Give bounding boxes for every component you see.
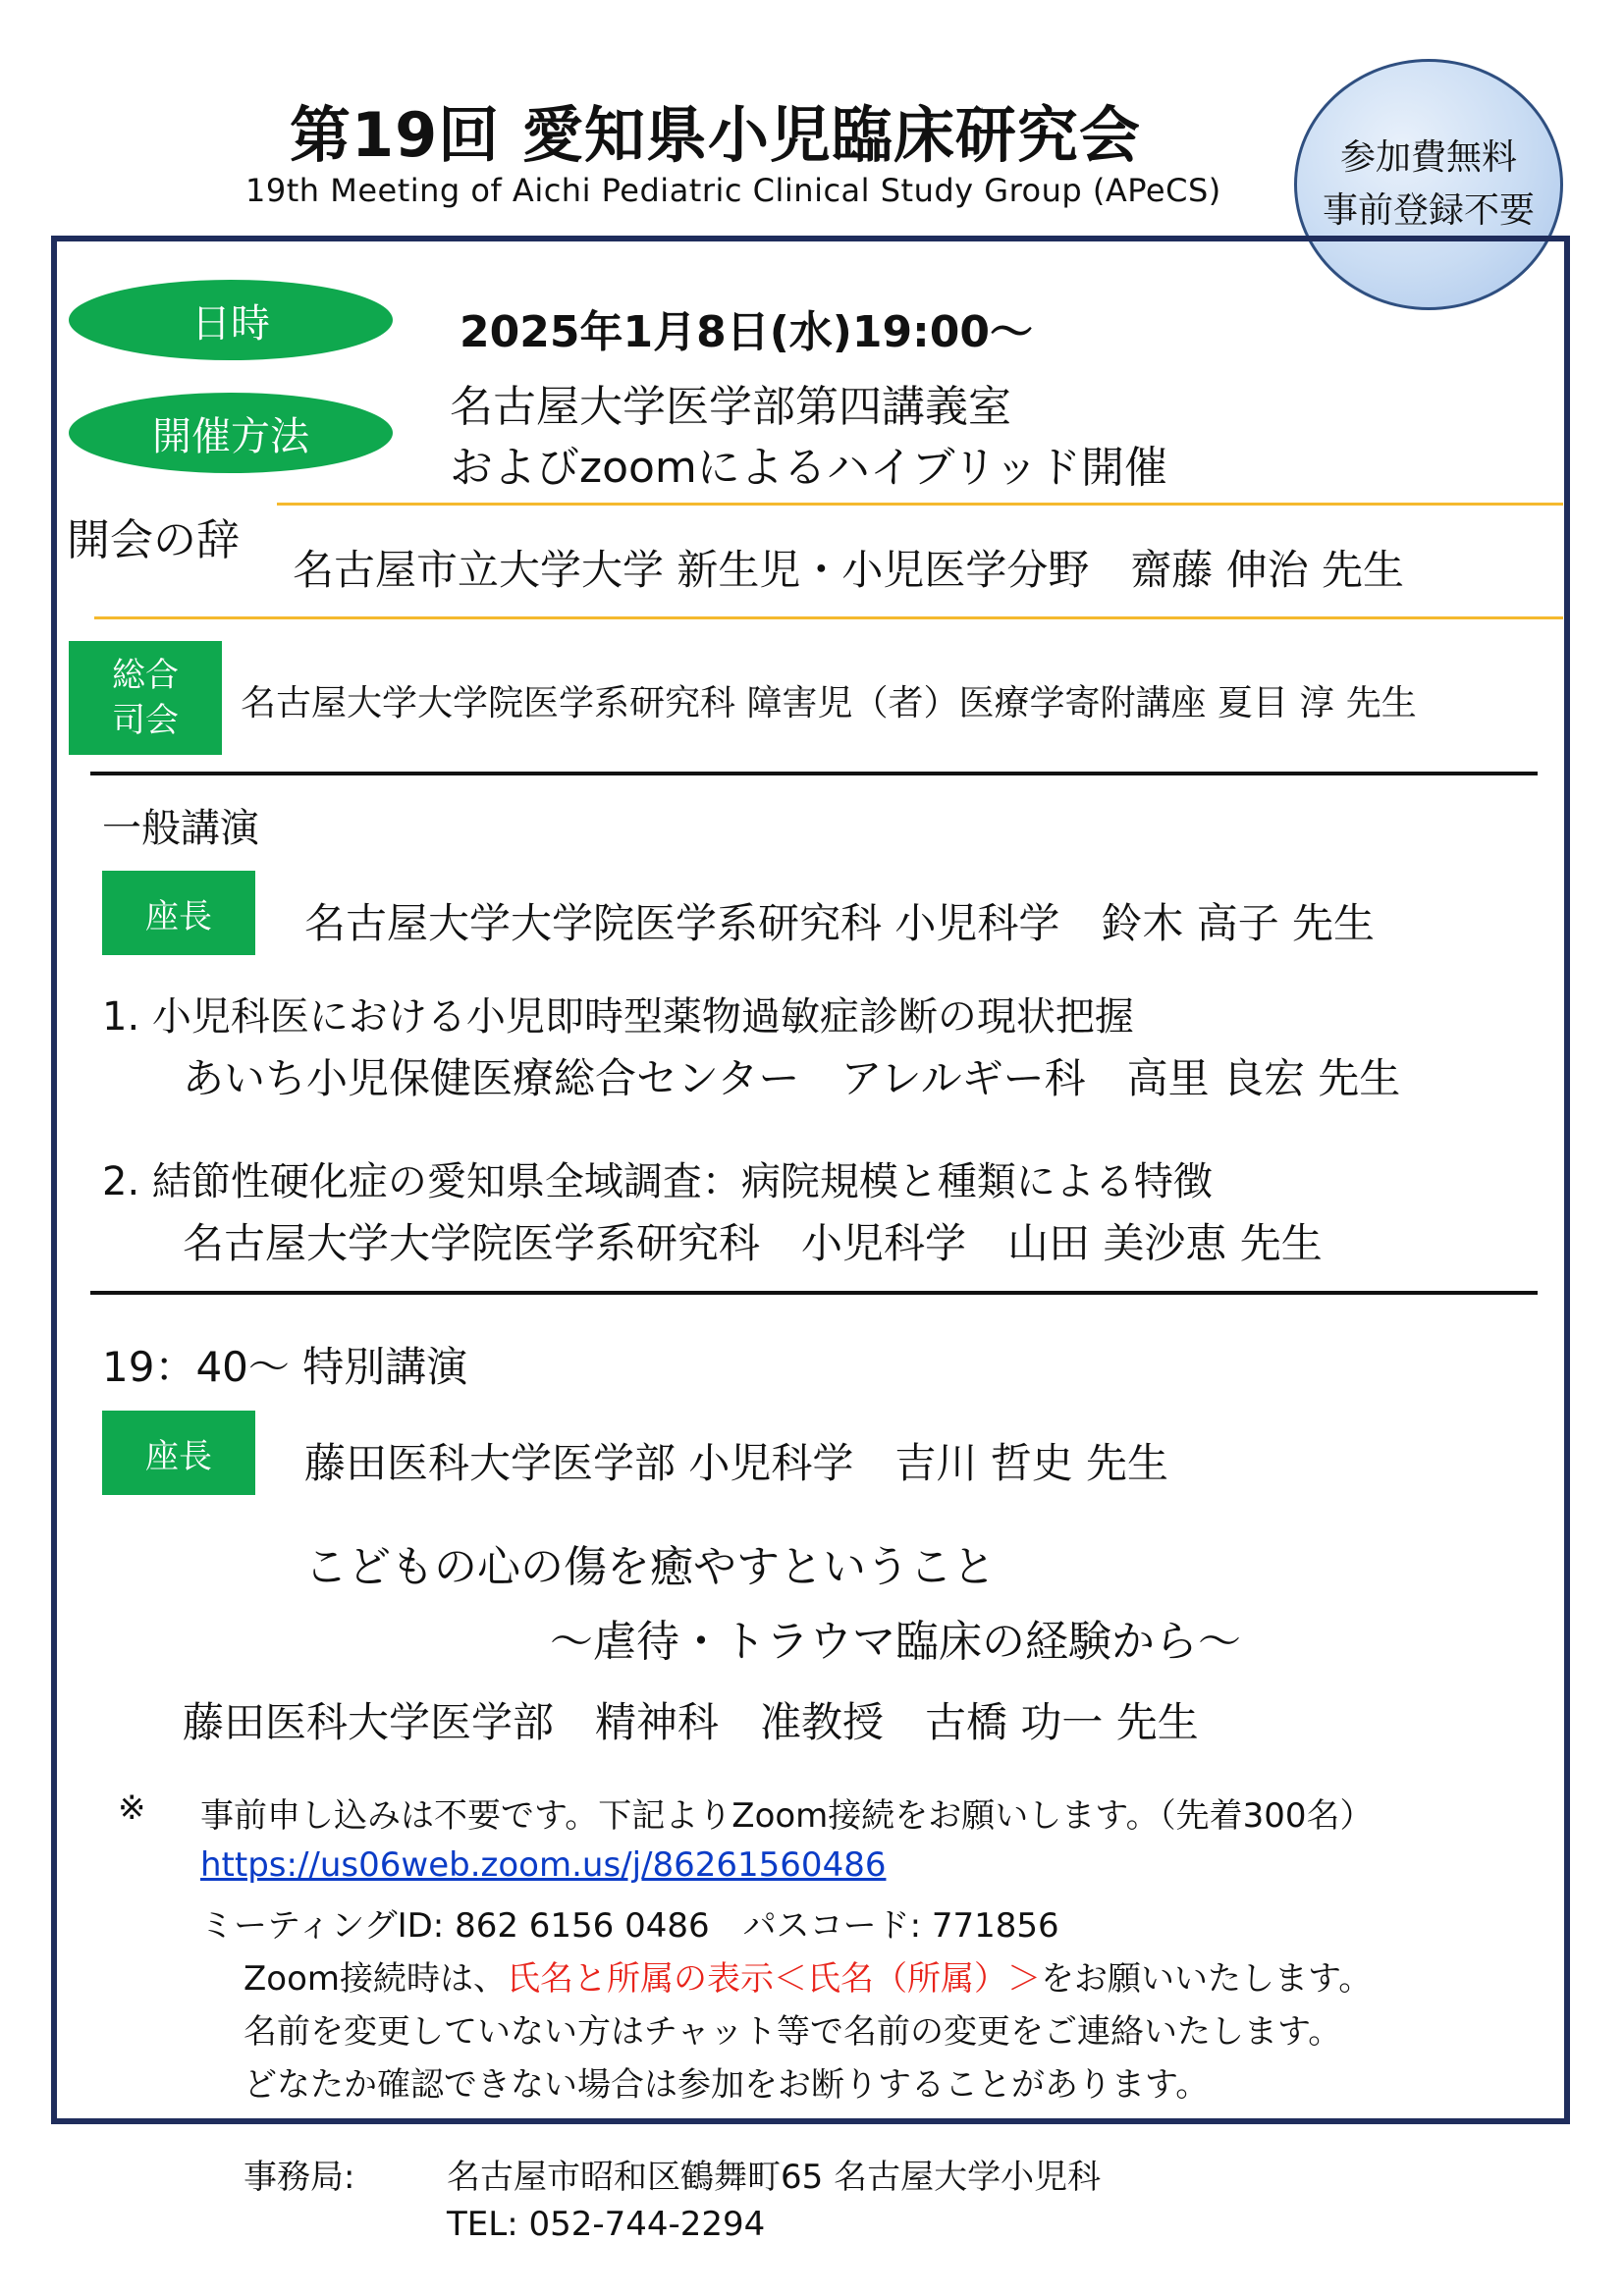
date-label: 日時 — [69, 280, 393, 360]
special-title-line-2: 〜虐待・トラウマ臨床の経験から〜 — [550, 1617, 1241, 1667]
divider-special-top — [90, 1291, 1538, 1295]
meeting-credentials: ミーティングID: 862 6156 0486 パスコード: 771856 — [200, 1906, 1059, 1946]
method-label: 開催方法 — [69, 393, 393, 473]
moderator-name: 名古屋大学大学院医学系研究科 障害児（者）医療学寄附講座 夏目 淳 先生 — [241, 683, 1417, 723]
divider-opening-bottom — [94, 616, 1563, 619]
zoom-link[interactable]: https://us06web.zoom.us/j/86261560486 — [200, 1845, 887, 1885]
special-chair-name: 藤田医科大学医学部 小児科学 吉川 哲史 先生 — [304, 1439, 1169, 1487]
talk-2-title: 2. 結節性硬化症の愛知県全域調査：病院規模と種類による特徴 — [102, 1159, 1213, 1204]
talk-1-speaker: あいち小児保健医療総合センター アレルギー科 高里 良宏 先生 — [183, 1054, 1401, 1102]
footer-label: 事務局: — [244, 2158, 355, 2197]
date-value: 2025年1月8日(水)19:00〜 — [460, 307, 1033, 357]
moderator-label-line-2: 司会 — [112, 701, 179, 740]
notice-line-5: 名前を変更していない方はチャット等で名前の変更をご連絡いたします。 — [244, 2012, 1342, 2052]
notice-line-4-post: をお願いいたします。 — [1041, 1959, 1373, 1999]
talk-1-title: 1. 小児科医における小児即時型薬物過敏症診断の現状把握 — [102, 994, 1134, 1040]
page-title: 第19回 愛知県小児臨床研究会 — [290, 99, 1141, 171]
moderator-label — [69, 641, 222, 755]
badge-line-2: 事前登録不要 — [1322, 190, 1535, 231]
notice-line-4-highlight: 氏名と所属の表示＜氏名（所属）＞ — [507, 1959, 1042, 1999]
notice-line-4 — [244, 1951, 1372, 2000]
general-heading: 一般講演 — [102, 806, 259, 851]
method-line-1: 名古屋大学医学部第四講義室 — [450, 382, 1011, 432]
special-speaker: 藤田医科大学医学部 精神科 准教授 古橋 功一 先生 — [183, 1698, 1199, 1746]
footer-tel: TEL: 052-744-2294 — [447, 2205, 766, 2244]
special-heading: 19：40〜 特別講演 — [102, 1343, 468, 1391]
opening-speaker: 名古屋市立大学大学 新生児・小児医学分野 齋藤 伸治 先生 — [293, 546, 1405, 594]
notice-line-1: 事前申し込みは不要です。下記よりZoom接続をお願いします。（先着300名） — [200, 1796, 1374, 1836]
moderator-label-line-1: 総合 — [112, 656, 179, 695]
notice-mark: ※ — [118, 1789, 146, 1828]
opening-label: 開会の辞 — [67, 515, 240, 565]
method-line-2: およびzoomによるハイブリッド開催 — [450, 443, 1167, 493]
general-chair-name: 名古屋大学大学院医学系研究科 小児科学 鈴木 高子 先生 — [304, 899, 1376, 947]
badge-line-1: 参加費無料 — [1339, 137, 1517, 178]
footer-address: 名古屋市昭和区鶴舞町65 名古屋大学小児科 — [447, 2158, 1102, 2197]
special-chair-label: 座長 — [102, 1411, 255, 1495]
talk-2-speaker: 名古屋大学大学院医学系研究科 小児科学 山田 美沙恵 先生 — [183, 1219, 1323, 1267]
divider-opening-top — [277, 503, 1563, 506]
notice-line-4-pre: Zoom接続時は、 — [244, 1959, 508, 1999]
divider-general-top — [90, 772, 1538, 775]
notice-line-6: どなたか確認できない場合は参加をお断りすることがあります。 — [244, 2065, 1210, 2105]
general-chair-label: 座長 — [102, 871, 255, 955]
special-title-line-1: こどもの心の傷を癒やすということ — [304, 1542, 996, 1592]
page-subtitle: 19th Meeting of Aichi Pediatric Clinical Study Group (APeCS) — [245, 172, 1221, 209]
